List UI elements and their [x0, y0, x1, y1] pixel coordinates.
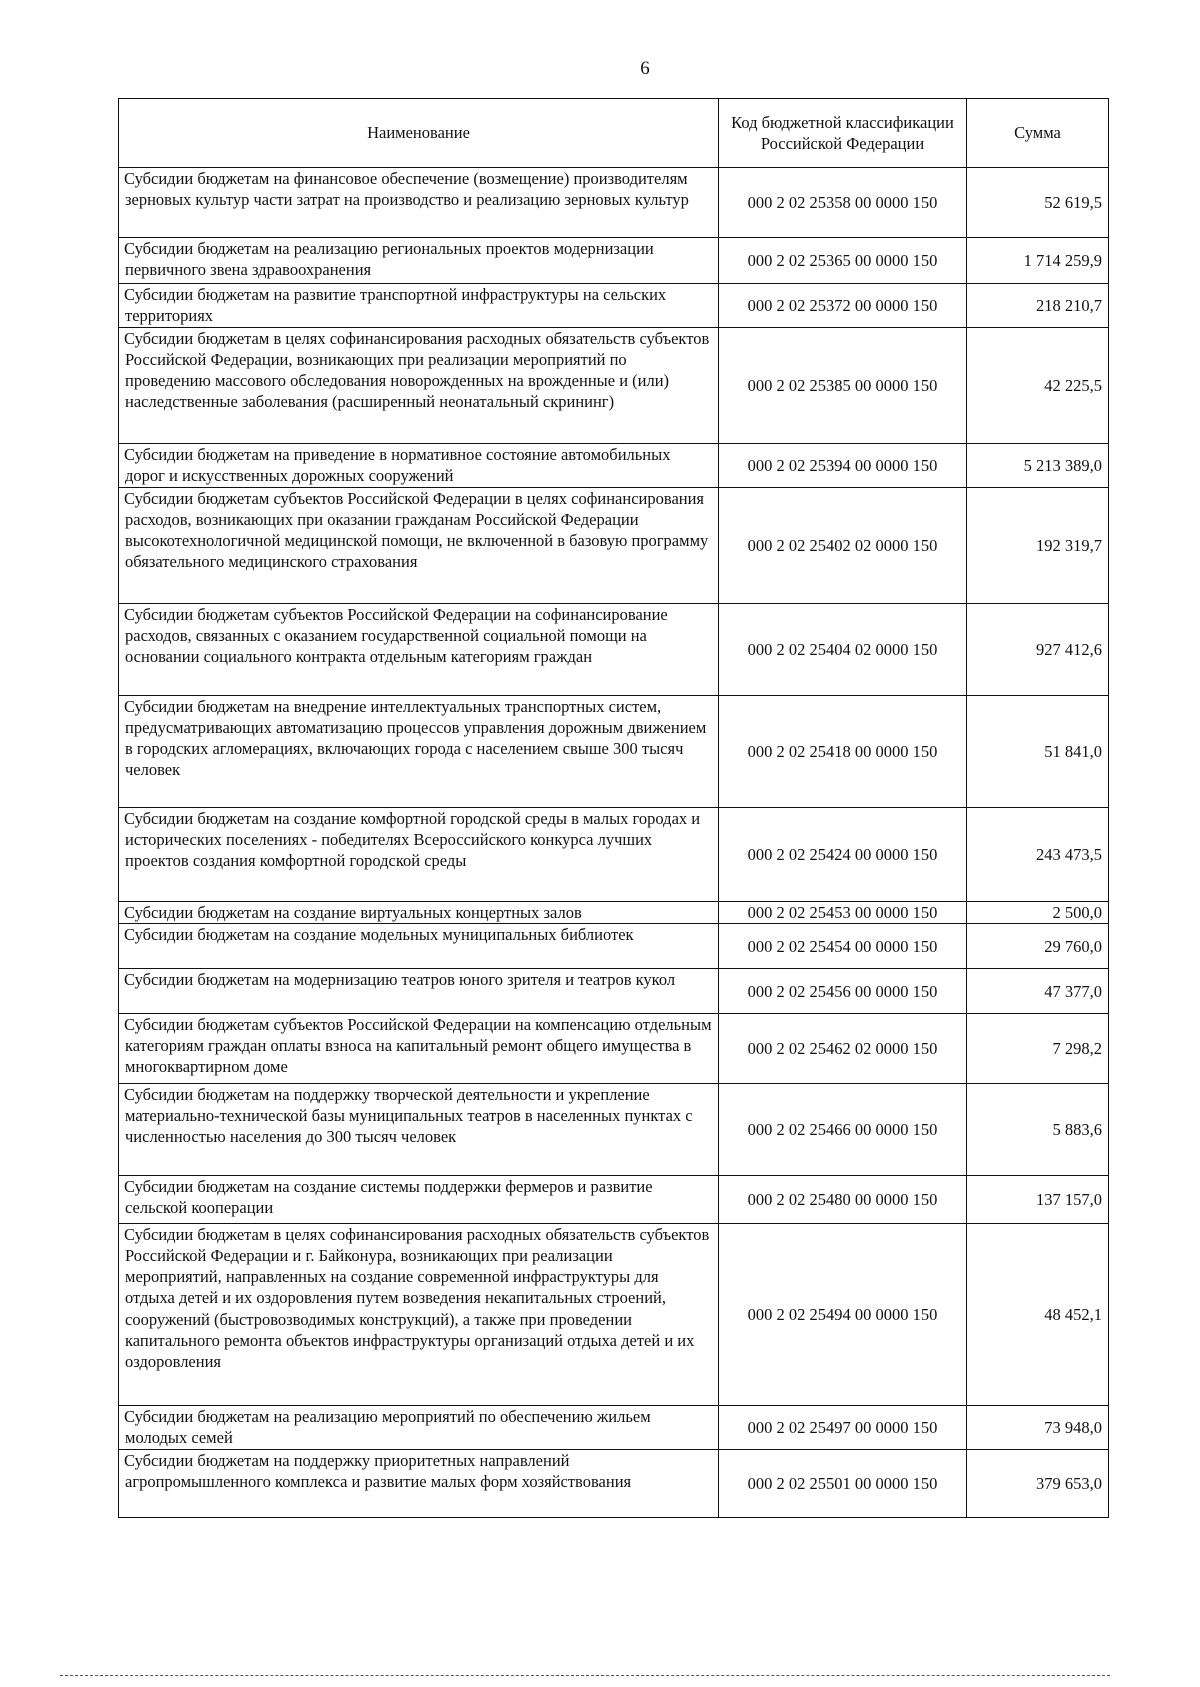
row-name: Субсидии бюджетам на создание модельных муниципальных библиотек	[119, 924, 719, 969]
row-sum: 47 377,0	[967, 969, 1109, 1014]
table-row	[119, 902, 1109, 924]
table-row	[119, 696, 1109, 808]
table-row	[119, 1450, 1109, 1518]
table-header-row	[119, 99, 1109, 168]
table-row	[119, 284, 1109, 328]
row-code: 000 2 02 25466 00 0000 150	[719, 1084, 967, 1176]
row-name: Субсидии бюджетам на создание виртуальных концертных залов	[119, 902, 719, 924]
row-sum: 243 473,5	[967, 808, 1109, 902]
row-sum: 379 653,0	[967, 1450, 1109, 1518]
row-sum: 29 760,0	[967, 924, 1109, 969]
footer-scan-line	[60, 1675, 1110, 1676]
header-name: Наименование	[119, 99, 719, 168]
row-code: 000 2 02 25372 00 0000 150	[719, 284, 967, 328]
row-code: 000 2 02 25402 02 0000 150	[719, 488, 967, 604]
row-code: 000 2 02 25358 00 0000 150	[719, 168, 967, 238]
row-code: 000 2 02 25418 00 0000 150	[719, 696, 967, 808]
row-code: 000 2 02 25497 00 0000 150	[719, 1406, 967, 1450]
table-row	[119, 1084, 1109, 1176]
row-name: Субсидии бюджетам субъектов Российской Федерации в целях софинансирования расходов, возникающих при оказании гражданам Российской Федерации высокотехнологичной медицинской помощи, не включенной в базовую программу обязательного медицинского страхования	[119, 488, 719, 604]
row-name: Субсидии бюджетам субъектов Российской Федерации на софинансирование расходов, связанных с оказанием государственной социальной помощи на основании социального контракта отдельным категориям граждан	[119, 604, 719, 696]
row-code: 000 2 02 25404 02 0000 150	[719, 604, 967, 696]
table-row	[119, 328, 1109, 444]
row-sum: 218 210,7	[967, 284, 1109, 328]
row-name: Субсидии бюджетам на поддержку приоритетных направлений агропромышленного комплекса и развитие малых форм хозяйствования	[119, 1450, 719, 1518]
row-sum: 2 500,0	[967, 902, 1109, 924]
page-number: 6	[640, 58, 650, 79]
row-name: Субсидии бюджетам на внедрение интеллектуальных транспортных систем, предусматривающих автоматизацию процессов управления дорожным движением в городских агломерациях, включающих города с населением свыше 300 тысяч человек	[119, 696, 719, 808]
table-row	[119, 168, 1109, 238]
row-name: Субсидии бюджетам в целях софинансирования расходных обязательств субъектов Российской Федерации и г. Байконура, возникающих при реализации мероприятий, направленных на создание современной инфраструктуры для отдыха детей и их оздоровления путем возведения некапитальных строений, сооружений (быстровозводимых конструкций), а также при проведении капитального ремонта объектов инфраструктуры организаций отдыха детей и их оздоровления	[119, 1224, 719, 1406]
row-sum: 927 412,6	[967, 604, 1109, 696]
table-row	[119, 969, 1109, 1014]
table-row	[119, 444, 1109, 488]
table-row	[119, 1176, 1109, 1224]
row-name: Субсидии бюджетам на создание комфортной городской среды в малых городах и исторических поселениях - победителях Всероссийского конкурса лучших проектов создания комфортной городской среды	[119, 808, 719, 902]
row-sum: 48 452,1	[967, 1224, 1109, 1406]
row-code: 000 2 02 25480 00 0000 150	[719, 1176, 967, 1224]
row-name: Субсидии бюджетам субъектов Российской Федерации на компенсацию отдельным категориям граждан оплаты взноса на капитальный ремонт общего имущества в многоквартирном доме	[119, 1014, 719, 1084]
row-sum: 5 213 389,0	[967, 444, 1109, 488]
row-sum: 7 298,2	[967, 1014, 1109, 1084]
row-sum: 192 319,7	[967, 488, 1109, 604]
row-code: 000 2 02 25501 00 0000 150	[719, 1450, 967, 1518]
row-code: 000 2 02 25424 00 0000 150	[719, 808, 967, 902]
row-name: Субсидии бюджетам на финансовое обеспечение (возмещение) производителям зерновых культур части затрат на производство и реализацию зерновых культур	[119, 168, 719, 238]
row-code: 000 2 02 25494 00 0000 150	[719, 1224, 967, 1406]
table-row	[119, 924, 1109, 969]
row-sum: 137 157,0	[967, 1176, 1109, 1224]
row-code: 000 2 02 25456 00 0000 150	[719, 969, 967, 1014]
table-row	[119, 1406, 1109, 1450]
row-code: 000 2 02 25385 00 0000 150	[719, 328, 967, 444]
row-sum: 5 883,6	[967, 1084, 1109, 1176]
row-name: Субсидии бюджетам на развитие транспортной инфраструктуры на сельских территориях	[119, 284, 719, 328]
row-sum: 73 948,0	[967, 1406, 1109, 1450]
row-code: 000 2 02 25454 00 0000 150	[719, 924, 967, 969]
row-code: 000 2 02 25453 00 0000 150	[719, 902, 967, 924]
table-row	[119, 604, 1109, 696]
table-row	[119, 1224, 1109, 1406]
row-code: 000 2 02 25365 00 0000 150	[719, 238, 967, 284]
row-sum: 1 714 259,9	[967, 238, 1109, 284]
table-row	[119, 1014, 1109, 1084]
header-sum: Сумма	[967, 99, 1109, 168]
row-name: Субсидии бюджетам на приведение в нормативное состояние автомобильных дорог и искусственных дорожных сооружений	[119, 444, 719, 488]
header-code: Код бюджетной классификации Российской Федерации	[719, 99, 967, 168]
row-name: Субсидии бюджетам на реализацию мероприятий по обеспечению жильем молодых семей	[119, 1406, 719, 1450]
table-row	[119, 808, 1109, 902]
row-sum: 52 619,5	[967, 168, 1109, 238]
row-code: 000 2 02 25462 02 0000 150	[719, 1014, 967, 1084]
table-row	[119, 238, 1109, 284]
row-name: Субсидии бюджетам на реализацию региональных проектов модернизации первичного звена здравоохранения	[119, 238, 719, 284]
row-name: Субсидии бюджетам на поддержку творческой деятельности и укрепление материально-технической базы муниципальных театров в населенных пунктах с численностью населения до 300 тысяч человек	[119, 1084, 719, 1176]
row-code: 000 2 02 25394 00 0000 150	[719, 444, 967, 488]
row-sum: 42 225,5	[967, 328, 1109, 444]
row-name: Субсидии бюджетам на создание системы поддержки фермеров и развитие сельской кооперации	[119, 1176, 719, 1224]
row-name: Субсидии бюджетам в целях софинансирования расходных обязательств субъектов Российской Федерации, возникающих при реализации мероприятий по проведению массового обследования новорожденных на врожденные и (или) наследственные заболевания (расширенный неонатальный скрининг)	[119, 328, 719, 444]
budget-table	[118, 98, 1109, 1518]
row-name: Субсидии бюджетам на модернизацию театров юного зрителя и театров кукол	[119, 969, 719, 1014]
row-sum: 51 841,0	[967, 696, 1109, 808]
table-row	[119, 488, 1109, 604]
